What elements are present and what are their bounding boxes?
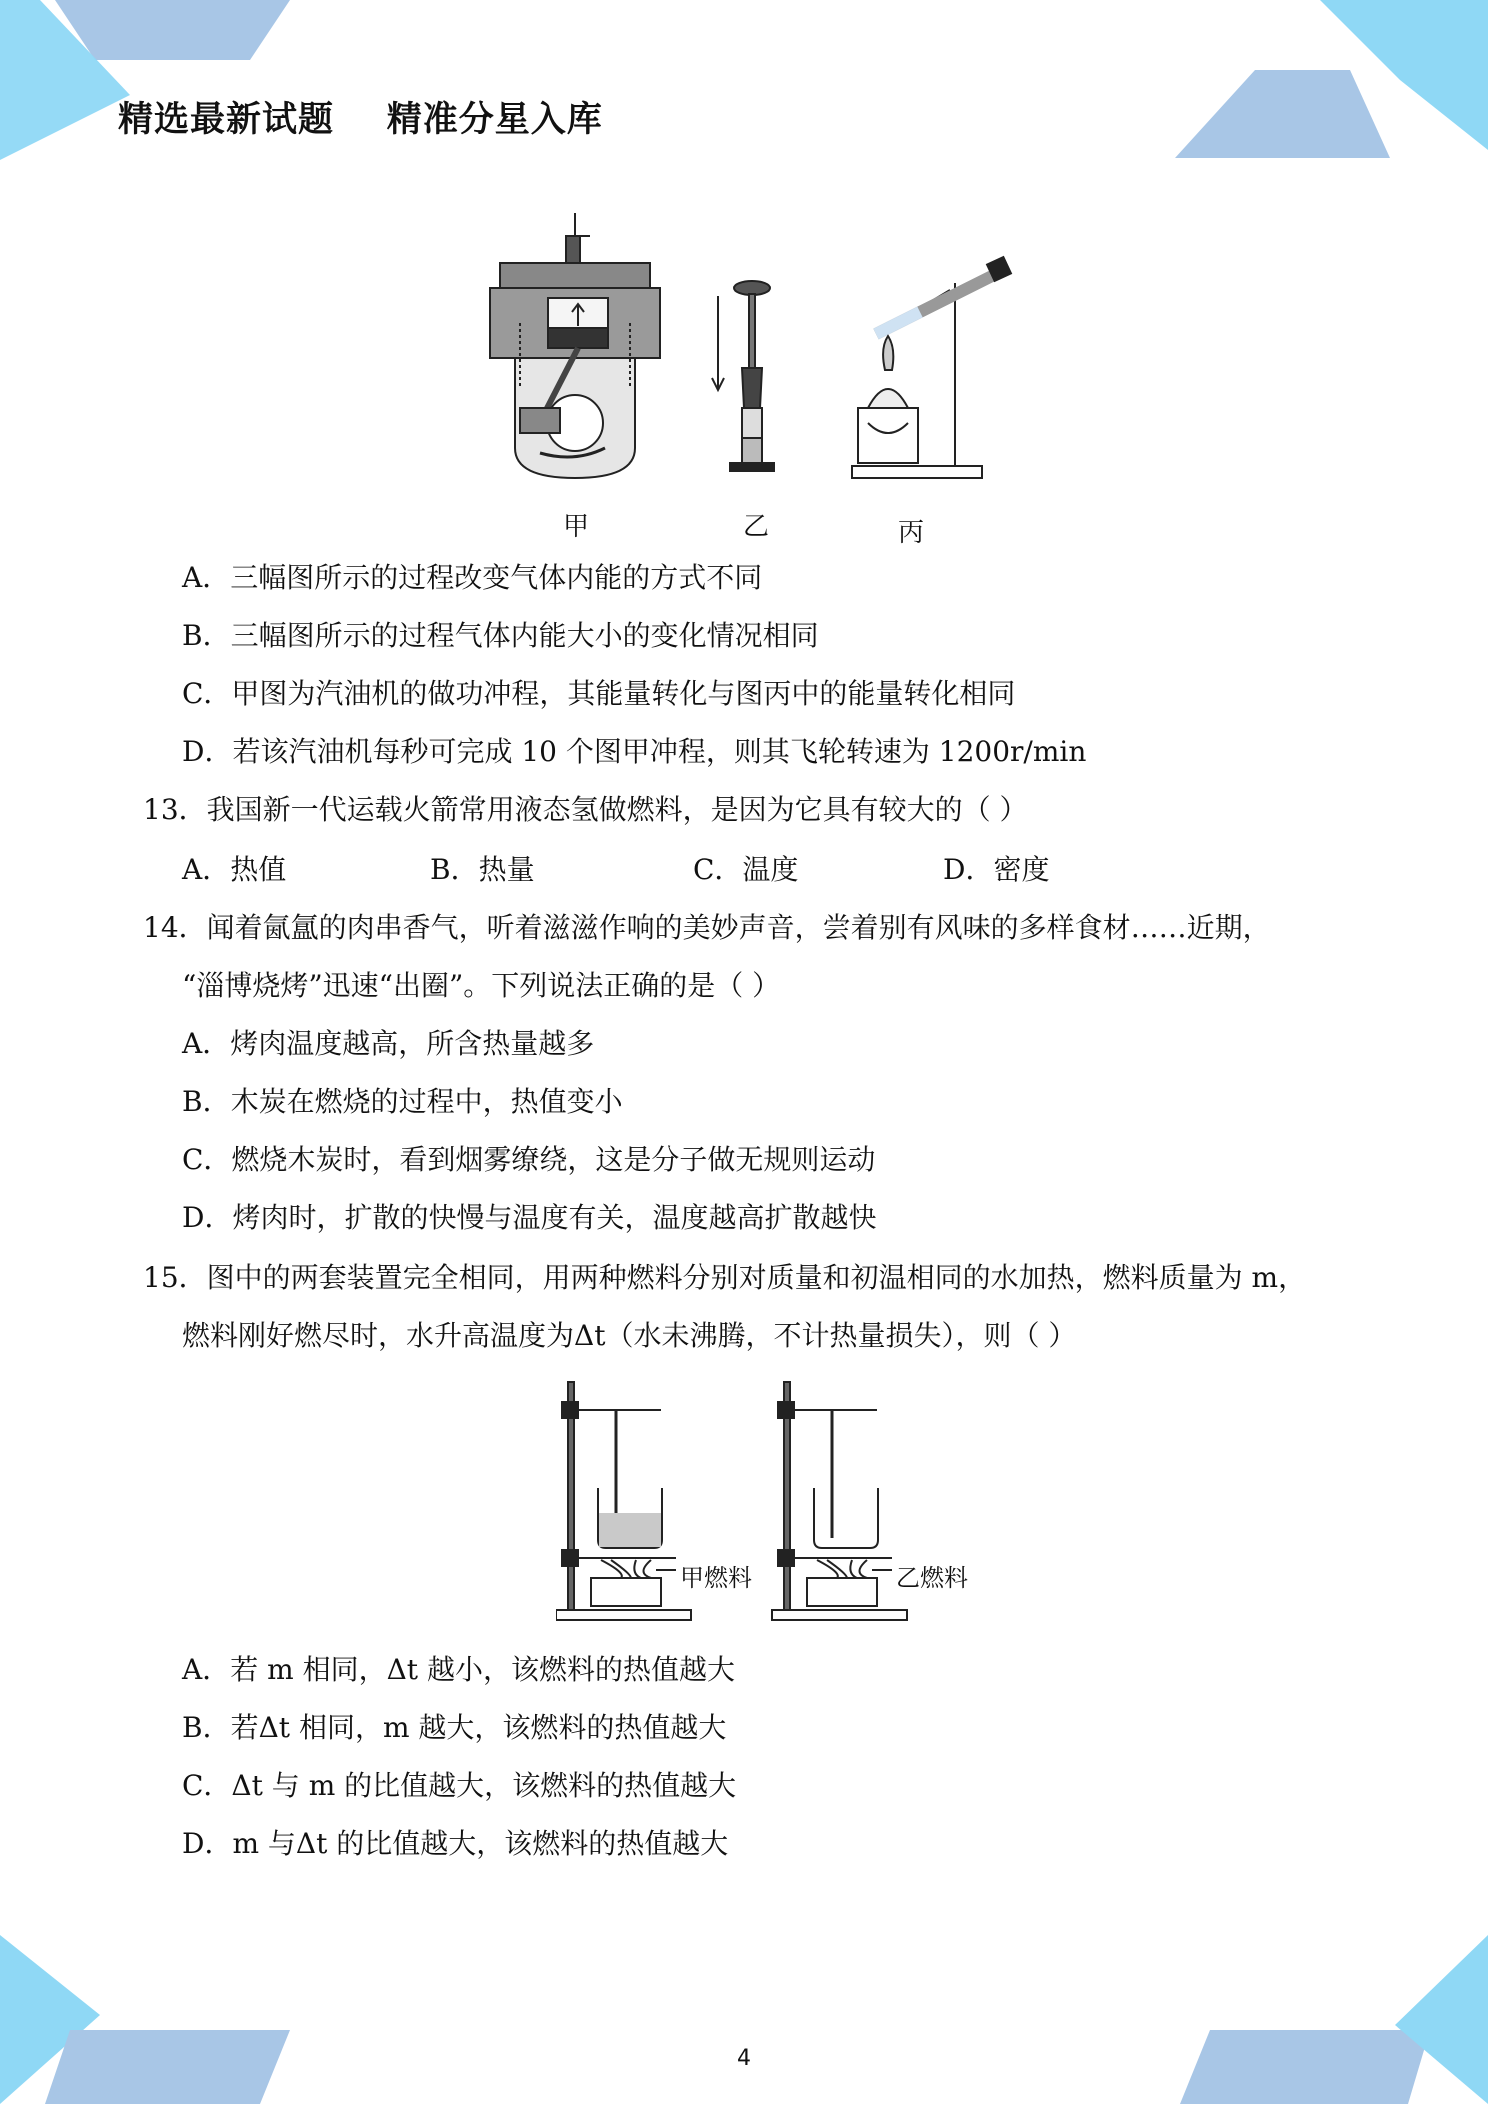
q15-stem-line1: 15．图中的两套装置完全相同，用两种燃料分别对质量和初温相同的水加热，燃料质量为 m，: [143, 1261, 1307, 1294]
setup-yi: [772, 1382, 907, 1620]
engine-diagram: [490, 213, 660, 478]
pump-diagram: [712, 281, 774, 471]
setup-jia: [556, 1382, 691, 1620]
figure-fuel-heating-setups: [556, 1378, 976, 1638]
figure-label-jia: 甲: [563, 512, 590, 542]
figure-label-bing: 丙: [898, 518, 925, 548]
figure-label-yi: 乙: [743, 512, 770, 542]
q12-option-d: D．若该汽油机每秒可完成 10 个图甲冲程，则其飞轮转速为 1200r/min: [182, 735, 1087, 768]
q13-option-d: D．密度: [943, 853, 1050, 886]
q15-option-b: B．若Δt 相同，m 越大，该燃料的热值越大: [182, 1711, 727, 1744]
figure-label-yi-fuel: 乙燃料: [896, 1564, 968, 1592]
figure-engine-pump-testtube: [480, 208, 1040, 488]
q12-option-c: C．甲图为汽油机的做功冲程，其能量转化与图丙中的能量转化相同: [182, 677, 1016, 710]
q15-option-c: C．Δt 与 m 的比值越大，该燃料的热值越大: [182, 1769, 737, 1802]
figure-label-jia-fuel: 甲燃料: [680, 1564, 752, 1592]
bottom-right-decoration: [1180, 1935, 1488, 2104]
q13-stem: 13．我国新一代运载火箭常用液态氢做燃料，是因为它具有较大的（ ）: [143, 793, 1028, 826]
q12-option-b: B．三幅图所示的过程气体内能大小的变化情况相同: [182, 619, 819, 652]
page-number: 4: [737, 2046, 751, 2071]
q13-option-a: A．热值: [182, 853, 287, 886]
q14-option-b: B．木炭在燃烧的过程中，热值变小: [182, 1085, 623, 1118]
q13-option-c: C．温度: [693, 853, 799, 886]
q15-option-d: D．m 与Δt 的比值越大，该燃料的热值越大: [182, 1827, 729, 1860]
q14-option-a: A．烤肉温度越高，所含热量越多: [182, 1027, 595, 1060]
bottom-left-decoration: [0, 1935, 310, 2104]
q15-option-a: A．若 m 相同，Δt 越小，该燃料的热值越大: [182, 1653, 735, 1686]
q14-stem-line2: “淄博烧烤”迅速“出圈”。下列说法正确的是（ ）: [182, 969, 781, 1002]
q14-stem-line1: 14．闻着氤氲的肉串香气，听着滋滋作响的美妙声音，尝着别有风味的多样食材……近期，: [143, 911, 1271, 944]
testtube-heating-diagram: [852, 257, 1011, 478]
q14-option-c: C．燃烧木炭时，看到烟雾缭绕，这是分子做无规则运动: [182, 1143, 876, 1176]
q13-option-b: B．热量: [430, 853, 535, 886]
q14-option-d: D．烤肉时，扩散的快慢与温度有关，温度越高扩散越快: [182, 1201, 877, 1234]
header-title: 精选最新试题 精准分星入库: [118, 100, 603, 140]
top-right-decoration: [1160, 0, 1488, 170]
top-left-decoration: [0, 0, 300, 170]
q12-option-a: A．三幅图所示的过程改变气体内能的方式不同: [182, 561, 763, 594]
q15-stem-line2: 燃料刚好燃尽时，水升高温度为Δt（水未沸腾，不计热量损失），则（ ）: [182, 1319, 1077, 1352]
